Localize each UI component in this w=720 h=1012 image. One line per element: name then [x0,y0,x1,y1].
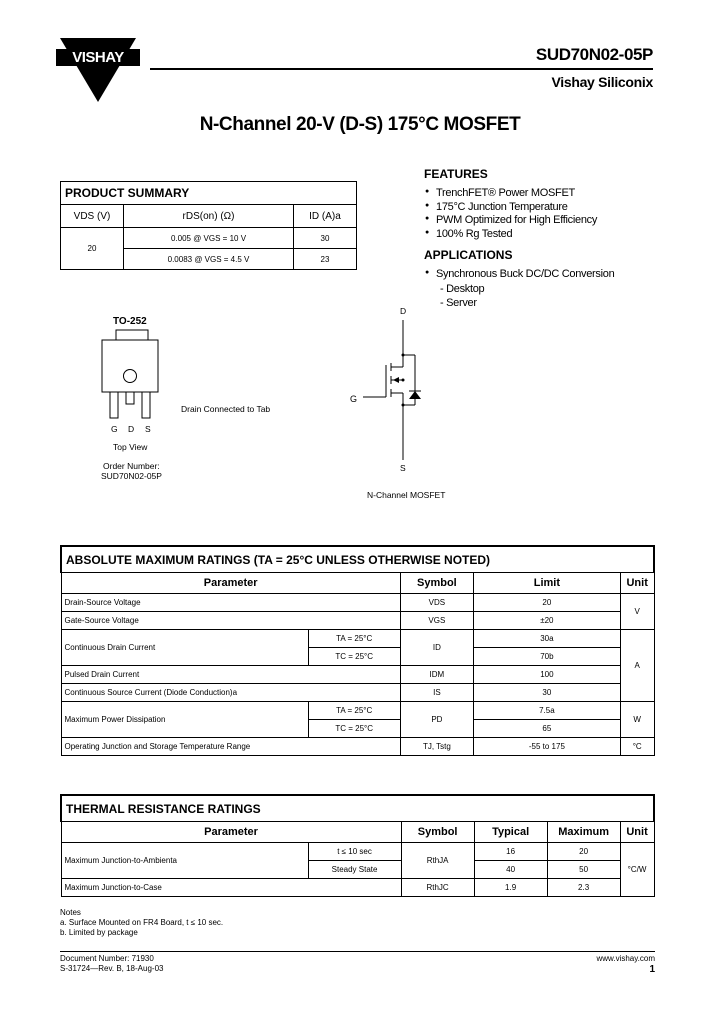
col-maximum: Maximum [547,822,620,843]
company-name: Vishay Siliconix [551,74,653,90]
application-subitem: - Server [440,297,477,309]
limit-cell: 30a [473,630,620,648]
col-unit: Unit [620,573,654,594]
page-title: N-Channel 20-V (D-S) 175°C MOSFET [199,114,521,135]
abs-max-caption: ABSOLUTE MAXIMUM RATINGS (TA = 25°C UNLESS OTHERWISE NOTED) [61,546,654,573]
param-cell: Pulsed Drain Current [61,666,400,684]
limit-cell: 100 [473,666,620,684]
param-cell: Maximum Junction-to-Case [61,879,401,897]
schematic-pin-g: G [350,394,358,404]
arrow-icon [393,377,399,383]
order-number-label: Order Number: [103,461,160,471]
col-limit: Limit [473,573,620,594]
schematic-pin-s: S [400,463,406,473]
col-symbol: Symbol [401,822,474,843]
pin-label-g: G [111,424,118,434]
symbol-cell: IS [400,684,473,702]
maximum-cell: 2.3 [547,879,620,897]
limit-cell: 65 [473,720,620,738]
order-number: SUD70N02-05P [101,471,162,481]
features-heading: FEATURES [424,167,488,181]
param-cell: Maximum Junction-to-Ambienta [61,843,308,879]
limit-cell: 70b [473,648,620,666]
limit-cell: 20 [473,594,620,612]
limit-cell: -55 to 175 [473,738,620,756]
feature-item: ● 100% Rg Tested [436,228,512,240]
application-subitem: - Desktop [440,283,485,295]
limit-cell: 7.5a [473,702,620,720]
package-name: TO-252 [113,316,147,327]
package-body [102,340,158,392]
pin-label-s: S [145,424,151,434]
package-lead-s [142,392,150,418]
cond-cell: TA = 25°C [308,630,400,648]
pin-label-d: D [128,424,135,434]
revision: S-31724—Rev. B, 18-Aug-03 [60,964,164,973]
col-vds: VDS (V) [61,205,124,228]
unit-cell: W [620,702,654,738]
limit-cell: ±20 [473,612,620,630]
maximum-cell: 20 [547,843,620,861]
typical-cell: 1.9 [474,879,547,897]
col-unit: Unit [620,822,654,843]
cond-cell: t ≤ 10 sec [308,843,401,861]
page-number: 1 [649,964,655,975]
product-summary-table [60,181,357,270]
col-symbol: Symbol [400,573,473,594]
part-number: SUD70N02-05P [535,45,653,64]
mosfet-schematic [355,315,435,475]
package-hole [124,370,137,383]
id-value: 23 [294,249,357,270]
thermal-resistance-table [60,794,655,897]
application-item: ● Synchronous Buck DC/DC Conversion [436,268,614,280]
thermal-caption: THERMAL RESISTANCE RATINGS [61,795,654,822]
symbol-cell: IDM [400,666,473,684]
param-cell: Operating Junction and Storage Temperature Range [61,738,400,756]
param-cell: Gate-Source Voltage [61,612,400,630]
feature-item: ● 175°C Junction Temperature [436,201,568,213]
schematic-caption: N-Channel MOSFET [367,490,446,500]
param-cell: Continuous Source Current (Diode Conduction)a [61,684,400,702]
footer-rule [60,951,655,952]
col-id: ID (A)a [294,205,357,228]
param-cell: Drain-Source Voltage [61,594,400,612]
unit-cell: A [620,630,654,702]
feature-item: ● PWM Optimized for High Efficiency [436,214,597,226]
param-cell: Maximum Power Dissipation [61,702,308,738]
body-diode-icon [409,391,421,399]
cond-cell: TC = 25°C [308,720,400,738]
note-item: b. Limited by package [60,928,138,937]
document-number: Document Number: 71930 [60,954,154,963]
package-lead-g [110,392,118,418]
schematic-pin-d: D [400,306,407,316]
col-parameter: Parameter [61,822,401,843]
applications-heading: APPLICATIONS [424,248,513,262]
vds-value: 20 [61,228,124,270]
unit-cell: °C/W [620,843,654,897]
unit-cell: V [620,594,654,630]
absolute-maximum-ratings-table [60,545,655,756]
note-item: a. Surface Mounted on FR4 Board, t ≤ 10 sec. [60,918,224,927]
top-view-label: Top View [113,442,148,452]
vishay-logo: VISHAY [56,49,140,66]
unit-cell: °C [620,738,654,756]
vishay-logo-triangle [60,38,136,102]
col-typical: Typical [474,822,547,843]
rds-value: 0.005 @ VGS = 10 V [124,228,294,249]
symbol-cell: PD [400,702,473,738]
rds-value: 0.0083 @ VGS = 4.5 V [124,249,294,270]
package-lead-d [126,392,134,404]
website-link[interactable]: www.vishay.com [596,954,655,963]
symbol-cell: VDS [400,594,473,612]
cond-cell: Steady State [308,861,401,879]
limit-cell: 30 [473,684,620,702]
to252-package-drawing [96,328,166,424]
col-rds: rDS(on) (Ω) [124,205,294,228]
feature-item: ● TrenchFET® Power MOSFET [436,187,575,199]
cond-cell: TA = 25°C [308,702,400,720]
package-tab [116,330,148,340]
symbol-cell: RthJC [401,879,474,897]
notes-heading: Notes [60,908,81,917]
param-cell: Continuous Drain Current [61,630,308,666]
drain-note: Drain Connected to Tab [181,404,271,414]
symbol-cell: RthJA [401,843,474,879]
header-rule [150,68,653,70]
symbol-cell: ID [400,630,473,666]
maximum-cell: 50 [547,861,620,879]
typical-cell: 16 [474,843,547,861]
symbol-cell: VGS [400,612,473,630]
typical-cell: 40 [474,861,547,879]
product-summary-caption: PRODUCT SUMMARY [61,182,357,205]
col-parameter: Parameter [61,573,400,594]
id-value: 30 [294,228,357,249]
symbol-cell: TJ, Tstg [400,738,473,756]
cond-cell: TC = 25°C [308,648,400,666]
